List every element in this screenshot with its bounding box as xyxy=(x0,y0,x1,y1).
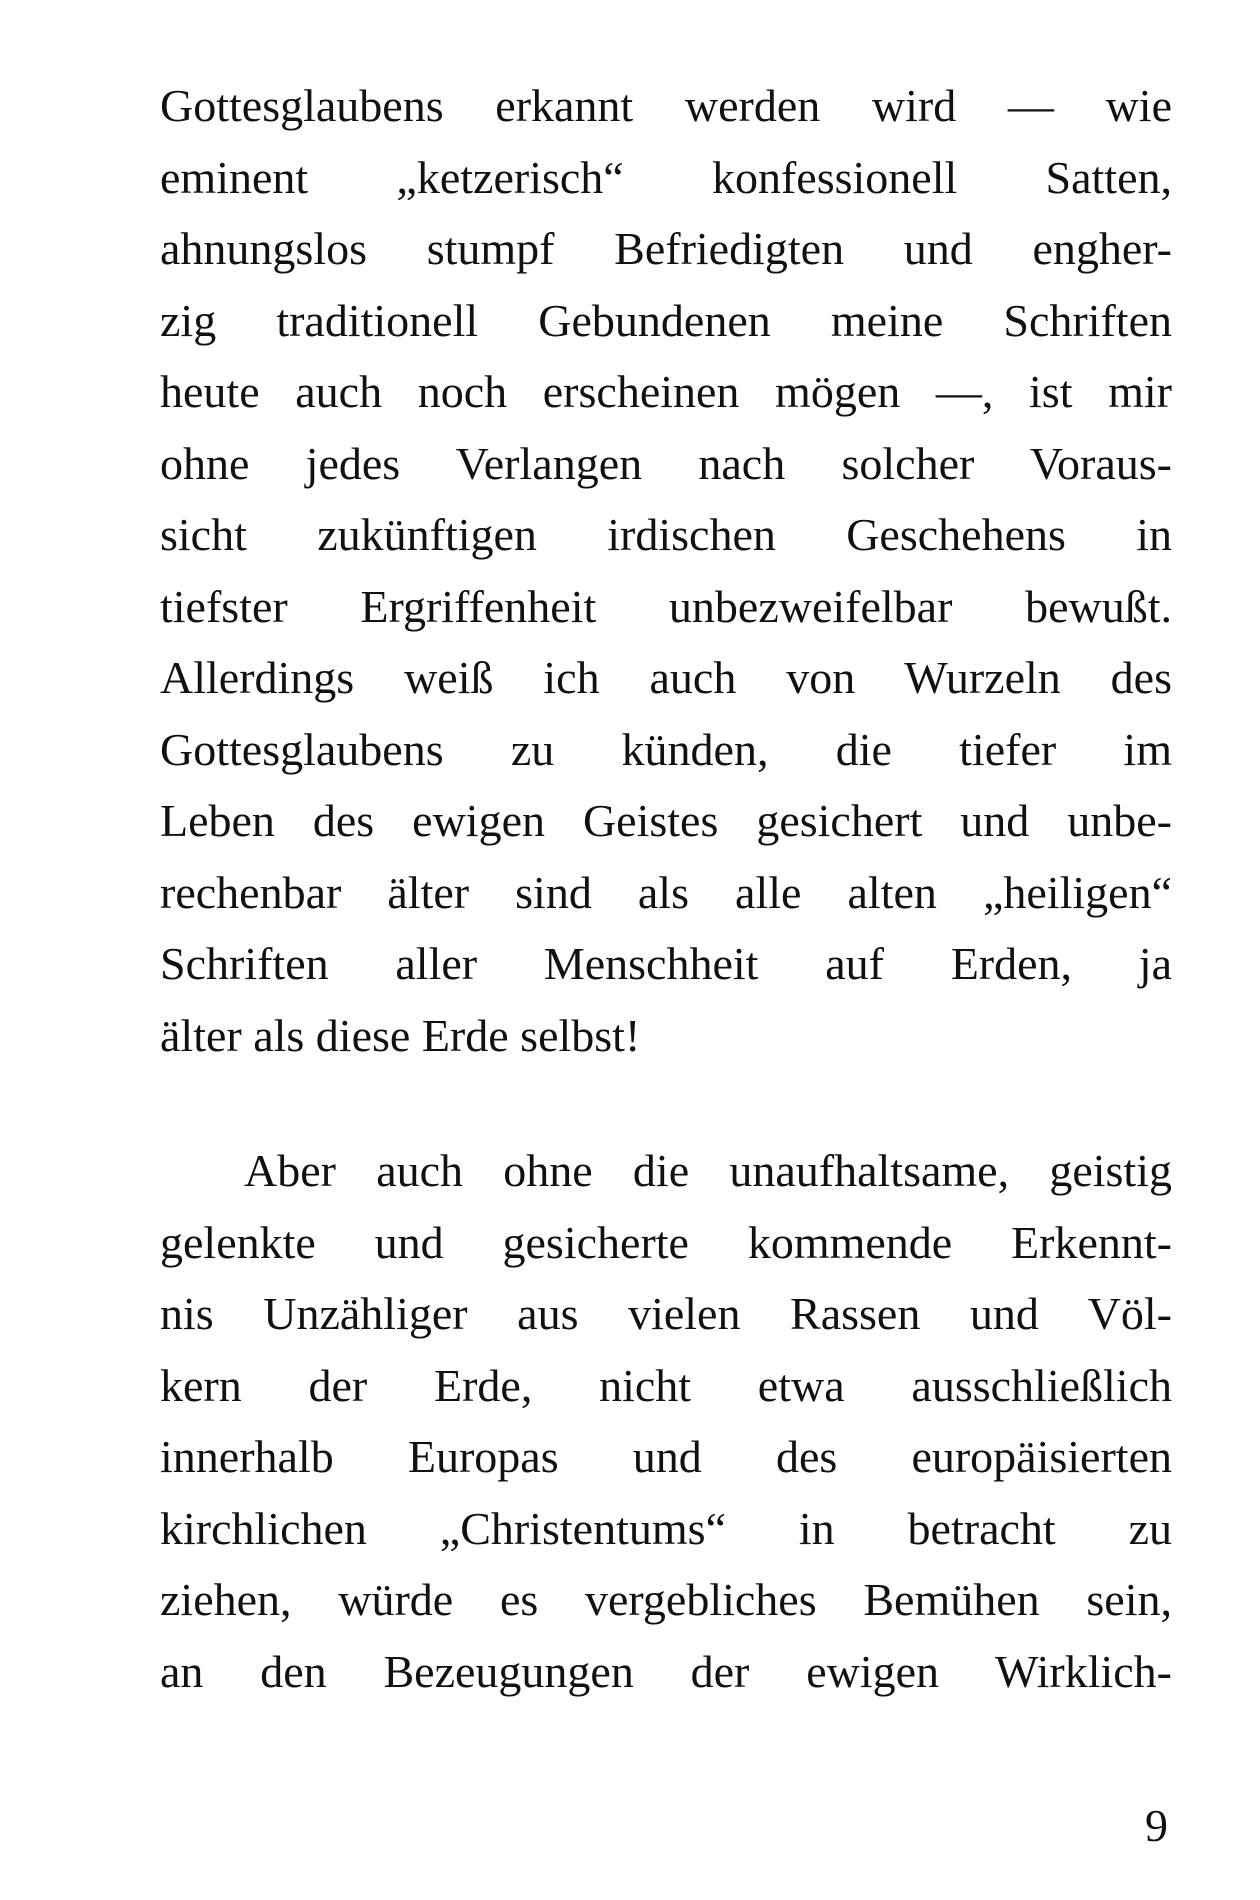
text-line: innerhalb Europas und des europäisierten xyxy=(160,1431,1172,1482)
text-line: ohne jedes Verlangen nach solcher Voraus- xyxy=(160,437,1172,489)
text-line: heute auch noch erscheinen mögen —, ist mir xyxy=(160,366,1172,417)
paragraph-1 xyxy=(160,70,1172,1071)
text-line: Allerdings weiß ich auch von Wurzeln des xyxy=(160,652,1172,703)
text-line: eminent „ketzerisch“ konfessionell Satten, xyxy=(160,151,1172,203)
text-line: kirchlichen „Christentums“ in betracht zu xyxy=(160,1502,1172,1554)
text-line: Leben des ewigen Geistes gesichert und unbe- xyxy=(160,795,1172,846)
page-number: 9 xyxy=(1145,1800,1168,1851)
text-line: gelenkte und gesicherte kommende Erkennt- xyxy=(160,1216,1172,1268)
text-line: älter als diese Erde selbst! xyxy=(160,1009,641,1061)
text-line: Schriften aller Menschheit auf Erden, ja xyxy=(160,938,1172,989)
text-line: Gottesglaubens zu künden, die tiefer im xyxy=(160,723,1172,775)
text-line: an den Bezeugungen der ewigen Wirklich- xyxy=(160,1645,1172,1697)
text-line: kern der Erde, nicht etwa ausschließlich xyxy=(160,1359,1172,1411)
paragraph-2 xyxy=(160,1135,1172,1707)
text-line: tiefster Ergriffenheit unbezweifelbar bewußt. xyxy=(160,580,1172,632)
text-line: nis Unzähliger aus vielen Rassen und Völ- xyxy=(160,1288,1172,1339)
text-line: ahnungslos stumpf Befriedigten und engher- xyxy=(160,223,1172,274)
text-line: zig traditionell Gebundenen meine Schriften xyxy=(160,294,1172,346)
text-line: Gottesglaubens erkannt werden wird — wie xyxy=(160,80,1172,131)
text-line: rechenbar älter sind als alle alten „heiligen“ xyxy=(160,866,1172,918)
text-line: sicht zukünftigen irdischen Geschehens in xyxy=(160,509,1172,560)
text-line: ziehen, würde es vergebliches Bemühen sein, xyxy=(160,1574,1172,1625)
text-line: Aber auch ohne die unaufhaltsame, geistig xyxy=(244,1145,1172,1196)
